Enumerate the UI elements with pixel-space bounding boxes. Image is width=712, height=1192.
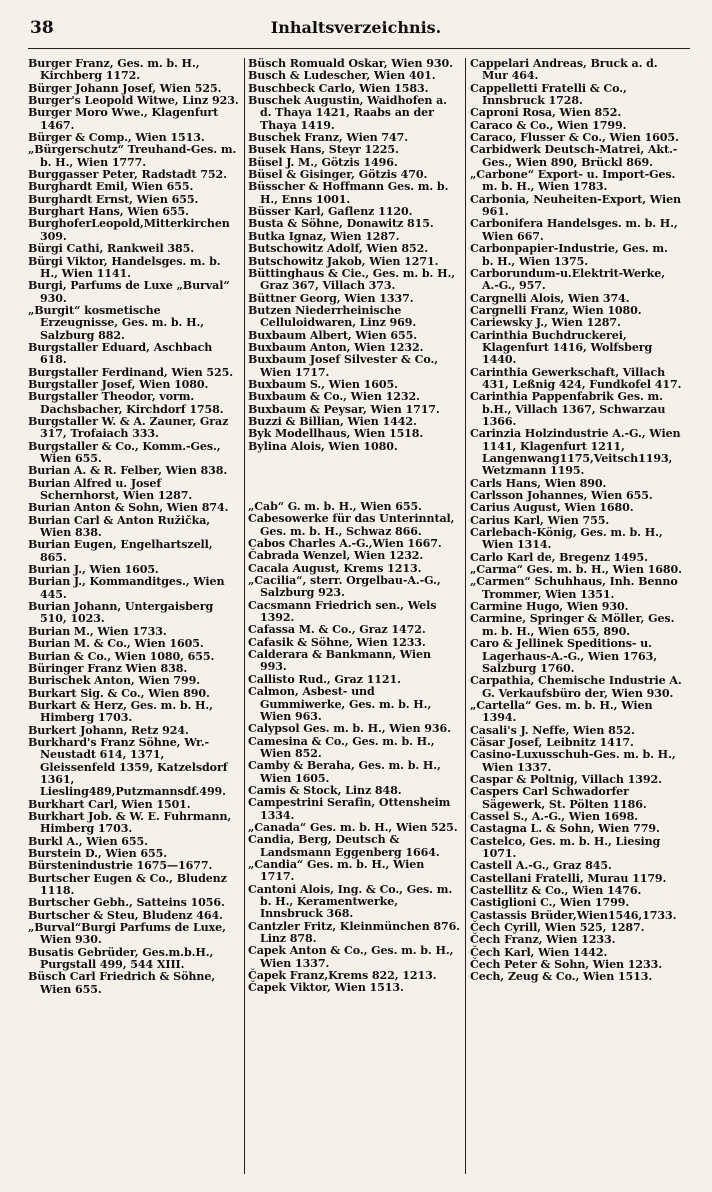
index-entry: „Cacilia“, sterr. Orgelbau-A.-G., Salzburg 923.: [248, 574, 441, 600]
index-entry: Čech Cyrill, Wien 525, 1287.: [470, 921, 645, 935]
index-entry: Cacsmann Friedrich sen., Wels 1392.: [248, 598, 437, 625]
index-entry: Burgstaller Josef, Wien 1080.: [28, 377, 209, 391]
index-entry: Burkhart Job. & W. E. Fuhrmann, Himberg 1703.: [28, 809, 232, 836]
index-entry: Castellitz & Co., Wien 1476.: [470, 884, 642, 898]
header-rule: [28, 48, 690, 49]
index-entry: Caro & Jellinek Speditions- u. Lagerhaus-A.-G., Wien 1763, Salzburg 1760.: [470, 637, 658, 675]
index-entry: Cech, Zeug & Co., Wien 1513.: [470, 970, 653, 984]
index-entry: Bylina Alois, Wien 1080.: [248, 439, 398, 453]
index-entry: Burian Anton & Sohn, Wien 874.: [28, 501, 229, 515]
index-entry: Carinthia Gewerkschaft, Villach 431, Leßnig 424, Fundkofel 417.: [470, 365, 682, 391]
index-entry: Čech Peter & Sohn, Wien 1233.: [470, 958, 663, 972]
page-number: 38: [30, 18, 54, 38]
index-entry: Bürgi Cathi, Rankweil 385.: [28, 242, 195, 256]
index-entry: Čapek Viktor, Wien 1513.: [248, 981, 404, 995]
index-entry: Burkl A., Wien 655.: [28, 834, 148, 848]
index-entry: Cariewsky J., Wien 1287.: [470, 316, 621, 330]
index-entry: Burstein D., Wien 655.: [28, 847, 167, 860]
index-entry: Cäsar Josef, Leibnitz 1417.: [470, 735, 634, 749]
index-entry: Buxbaum S., Wien 1605.: [248, 377, 398, 391]
index-entry: Buzzi & Billian, Wien 1442.: [248, 414, 417, 428]
index-entry: Caspar & Poltnig, Villach 1392.: [470, 772, 662, 786]
index-entry: Burghardt Ernst, Wien 655.: [28, 192, 199, 206]
index-entry: Bürstenindustrie 1675—1677.: [28, 859, 213, 873]
index-entry: Buxbaum & Peysar, Wien 1717.: [248, 402, 440, 416]
index-entry: Büsch Romuald Oskar, Wien 930.: [248, 58, 453, 70]
index-entry: Carbonifera Handelsges. m. b. H., Wien 667.: [470, 217, 678, 243]
index-entry: Carlebach-König, Ges. m. b. H., Wien 1314.: [470, 526, 663, 552]
index-entry: Burgstaller Ferdinand, Wien 525.: [28, 365, 234, 379]
index-entry: Camby & Beraha, Ges. m. b. H., Wien 1605.: [248, 759, 441, 785]
index-entry: Buxbaum Albert, Wien 655.: [248, 328, 417, 342]
index-column-2: [248, 58, 460, 1182]
index-entry: Burghardt Emil, Wien 655.: [28, 180, 194, 194]
index-entry: „Cartella“ Ges. m. b. H., Wien 1394.: [470, 698, 653, 725]
index-entry: Buxbaum Josef Silvester & Co., Wien 1717.: [248, 353, 438, 379]
index-entry: Cassel S., A.-G., Wien 1698.: [470, 809, 638, 823]
index-entry: Busch & Ludescher, Wien 401.: [248, 69, 436, 83]
index-entry: Busta & Söhne, Donawitz 815.: [248, 217, 434, 231]
index-entry: Carinzia Holzindustrie A.-G., Wien 1141, Klagenfurt 1211, Langenwang1175,Veitsch1193, Wetzmann 1195.: [470, 427, 681, 478]
index-entry: Buschek Franz, Wien 747.: [248, 131, 409, 145]
index-entry: Cafassa M. & Co., Graz 1472.: [248, 623, 426, 637]
index-entry: Buschek Augustin, Waidhofen a. d. Thaya 1421, Raabs an der Thaya 1419.: [248, 94, 447, 132]
index-entry: Buxbaum Anton, Wien 1232.: [248, 340, 424, 354]
index-entry: Burian M., Wien 1733.: [28, 624, 167, 638]
index-entry: Burian J., Kommanditges., Wien 445.: [28, 575, 225, 601]
index-entry: „Canada“ Ges. m. b. H., Wien 525.: [248, 820, 458, 834]
index-entry: Büsch Carl Friedrich & Söhne, Wien 655.: [28, 970, 216, 996]
index-entry: Čech Karl, Wien 1442.: [470, 945, 608, 959]
index-entry: Burkhard's Franz Söhne, Wr.-Neustadt 614, 1371, Gleissenfeld 1359, Katzelsdorf 1361, Liesling489,Putzmannsdf.499.: [28, 735, 228, 799]
index-entry: Büsel & Gisinger, Götzis 470.: [248, 168, 428, 182]
index-entry: Cafasik & Söhne, Wien 1233.: [248, 635, 426, 649]
index-entry: Cargnelli Franz, Wien 1080.: [470, 303, 642, 317]
index-entry: Camis & Stock, Linz 848.: [248, 783, 402, 797]
index-entry: Bürger Johann Josef, Wien 525.: [28, 81, 222, 95]
index-entry: Čech Franz, Wien 1233.: [470, 933, 616, 947]
index-entry: Burgstaller Eduard, Aschbach 618.: [28, 340, 213, 367]
index-entry: Carls Hans, Wien 890.: [470, 476, 607, 490]
index-entry: BurghoferLeopold,Mitterkirchen 309.: [28, 217, 230, 243]
index-entry: Büringer Franz Wien 838.: [28, 661, 188, 675]
index-entry: Cappelari Andreas, Bruck a. d. Mur 464.: [470, 58, 658, 83]
index-entry: Cabesowerke für das Unterinntal, Ges. m. b. H., Schwaz 866.: [248, 512, 455, 538]
section-gap: [248, 469, 460, 485]
page-title: Inhaltsverzeichnis.: [270, 18, 442, 37]
index-entry: Burtscher Gebh., Satteins 1056.: [28, 896, 225, 910]
index-entry: Burian J., Wien 1605.: [28, 563, 159, 577]
index-entry: „Candia“ Ges. m. b. H., Wien 1717.: [248, 857, 425, 884]
index-entry: Cantoni Alois, Ing. & Co., Ges. m. b. H., Keramentwerke, Innsbruck 368.: [248, 882, 453, 921]
index-entry: Carbonia, Neuheiten-Export, Wien 961.: [470, 192, 681, 219]
index-entry: Bürger & Comp., Wien 1513.: [28, 131, 205, 145]
index-entry: Carinthia Pappenfabrik Ges. m. b.H., Villach 1367, Schwarzau 1366.: [470, 390, 666, 428]
index-entry: Carmine Hugo, Wien 930.: [470, 600, 629, 614]
index-entry: „Carmen“ Schuhhaus, Inh. Benno Trommer, Wien 1351.: [470, 575, 678, 601]
index-entry: Castagna L. & Sohn, Wien 779.: [470, 822, 660, 836]
index-entry: Burtscher & Steu, Bludenz 464.: [28, 908, 223, 922]
index-entry: „Bürgerschutz“ Treuhand-Ges. m. b. H., Wien 1777.: [28, 143, 237, 169]
index-entry: Büsel J. M., Götzis 1496.: [248, 155, 398, 169]
index-entry: Burggasser Peter, Radstadt 752.: [28, 168, 227, 182]
index-entry: Burian M. & Co., Wien 1605.: [28, 637, 204, 651]
index-entry: Burian & Co., Wien 1080, 655.: [28, 649, 215, 663]
index-entry: Burtscher Eugen & Co., Bludenz 1118.: [28, 871, 227, 898]
index-entry: Castell A.-G., Graz 845.: [470, 859, 612, 873]
index-entry: Cappelletti Fratelli & Co., Innsbruck 1728.: [470, 81, 627, 108]
index-entry: Callisto Rud., Graz 1121.: [248, 672, 401, 686]
index-entry: Capek Anton & Co., Ges. m. b. H., Wien 1337.: [248, 944, 454, 970]
index-entry: Burgstaller W. & A. Zauner, Graz 317, Trofaiach 333.: [28, 414, 229, 441]
index-entry: Caraco, Flusser & Co., Wien 1605.: [470, 131, 679, 145]
index-entry: Burger's Leopold Witwe, Linz 923.: [28, 94, 239, 108]
index-entry: Čabrada Wenzel, Wien 1232.: [248, 549, 424, 563]
index-entry: Castiglioni C., Wien 1799.: [470, 896, 630, 910]
index-entry: Carbonpapier-Industrie, Ges. m. b. H., Wien 1375.: [470, 242, 668, 268]
index-entry: Cabos Charles A.-G.,Wien 1667.: [248, 537, 442, 551]
index-entry: Burian Johann, Untergaisberg 510, 1023.: [28, 600, 214, 626]
index-entry: Caraco & Co., Wien 1799.: [470, 118, 627, 132]
index-entry: Büttner Georg, Wien 1337.: [248, 291, 414, 305]
index-entry: Burger Franz, Ges. m. b. H., Kirchberg 1172.: [28, 58, 200, 83]
index-entry: Burkhart Carl, Wien 1501.: [28, 797, 191, 811]
index-entry: Burgstaller & Co., Komm.-Ges., Wien 655.: [28, 439, 221, 465]
index-entry: Calderara & Bankmann, Wien 993.: [248, 648, 431, 674]
index-entry: Burgi, Parfums de Luxe „Burval“ 930.: [28, 279, 230, 305]
index-entry: Cargnelli Alois, Wien 374.: [470, 291, 630, 305]
index-entry: Burkart & Herz, Ges. m. b. H., Himberg 1703.: [28, 698, 213, 725]
index-entry: Bürgi Viktor, Handelsges. m. b. H., Wien 1141.: [28, 254, 221, 280]
index-entry: Büttinghaus & Cie., Ges. m. b. H., Graz 367, Villach 373.: [248, 266, 455, 293]
index-entry: Caproni Rosa, Wien 852.: [470, 106, 622, 120]
index-entry: Burgstaller Theodor, vorm. Dachsbacher, Kirchdorf 1758.: [28, 390, 224, 416]
index-entry: Casali's J. Neffe, Wien 852.: [470, 723, 635, 737]
index-entry: Busek Hans, Steyr 1225.: [248, 143, 399, 157]
index-entry: Calmon, Asbest- und Gummiwerke, Ges. m. b. H., Wien 963.: [248, 685, 432, 723]
index-entry: Butschowitz Jakob, Wien 1271.: [248, 254, 439, 268]
index-column-1: [28, 58, 240, 1182]
index-entry: Büsser Karl, Gaflenz 1120.: [248, 205, 413, 219]
index-entry: Caspers Carl Schwadorfer Sägewerk, St. Pölten 1186.: [470, 785, 647, 811]
index-columns: [28, 58, 692, 1182]
index-entry: Burkart Sig. & Co., Wien 890.: [28, 686, 210, 700]
index-entry: Castellani Fratelli, Murau 1179.: [470, 871, 667, 885]
index-entry: Castelco, Ges. m. b. H., Liesing 1071.: [470, 834, 661, 860]
index-entry: Carinthia Buchdruckerei, Klagenfurt 1416, Wolfsberg 1440.: [470, 328, 653, 367]
index-entry: „Carbone“ Export- u. Import-Ges. m. b. H., Wien 1783.: [470, 168, 676, 194]
index-entry: Burian Alfred u. Josef Schernhorst, Wien 1287.: [28, 476, 193, 503]
index-entry: Carius Karl, Wien 755.: [470, 513, 610, 527]
index-entry: Byk Modellhaus, Wien 1518.: [248, 427, 424, 441]
index-entry: Butzen Niederrheinische Celluloidwaren, Linz 969.: [248, 303, 417, 330]
page-header: [24, 18, 688, 44]
index-entry: Carborundum-u.Elektrit-Werke, A.-G., 957.: [470, 266, 665, 293]
index-entry: „Burval“Burgi Parfums de Luxe, Wien 930.: [28, 921, 226, 947]
index-entry: Calypsol Ges. m. b. H., Wien 936.: [248, 722, 451, 736]
index-column-3: [470, 58, 682, 1182]
index-entry: „Burgit“ kosmetische Erzeugnisse, Ges. m. b. H., Salzburg 882.: [28, 303, 204, 342]
index-entry: Castassis Brüder,Wien1546,1733.: [470, 908, 677, 922]
index-entry: Čapek Franz,Krems 822, 1213.: [248, 969, 437, 983]
index-entry: Carbidwerk Deutsch-Matrei, Akt.-Ges., Wien 890, Brückl 869.: [470, 143, 678, 169]
index-entry: Candia, Berg, Deutsch & Landsmann Eggenberg 1664.: [248, 833, 440, 859]
index-entry: Burian A. & R. Felber, Wien 838.: [28, 464, 228, 478]
index-entry: Cantzler Fritz, Kleinmünchen 876. Linz 878.: [248, 919, 460, 946]
index-entry: Burischek Anton, Wien 799.: [28, 674, 201, 688]
index-entry: Burian Carl & Anton Ružička, Wien 838.: [28, 513, 211, 540]
index-entry: Butka Ignaz, Wien 1287.: [248, 229, 400, 243]
index-entry: Busatis Gebrüder, Ges.m.b.H., Purgstall 499, 544 XIII.: [28, 945, 214, 972]
index-entry: Campestrini Serafin, Ottensheim 1334.: [248, 796, 451, 822]
index-entry: Buxbaum & Co., Wien 1232.: [248, 390, 420, 404]
index-entry: Büsscher & Hoffmann Ges. m. b. H., Enns 1001.: [248, 180, 449, 206]
index-entry: Buschbeck Carlo, Wien 1583.: [248, 81, 429, 95]
index-entry: Cacala August, Krems 1213.: [248, 561, 422, 575]
index-entry: Carmine, Springer & Möller, Ges. m. b. H., Wien 655, 890.: [470, 612, 675, 638]
index-entry: Casino-Luxusschuh-Ges. m. b. H., Wien 1337.: [470, 748, 676, 774]
index-entry: „Cab“ G. m. b. H., Wien 655.: [248, 500, 422, 513]
index-entry: Carlsson Johannes, Wien 655.: [470, 489, 653, 503]
index-entry: „Carma“ Ges. m. b. H., Wien 1680.: [470, 563, 682, 577]
index-entry: Burkert Johann, Retz 924.: [28, 723, 189, 737]
index-entry: Butschowitz Adolf, Wien 852.: [248, 242, 428, 256]
index-entry: Carius August, Wien 1680.: [470, 501, 634, 515]
index-entry: Burghart Hans, Wien 655.: [28, 205, 189, 219]
index-entry: Camesina & Co., Ges. m. b. H., Wien 852.: [248, 734, 435, 760]
index-entry: Burian Eugen, Engelhartszell, 865.: [28, 538, 213, 564]
index-entry: Burger Moro Wwe., Klagenfurt 1467.: [28, 106, 219, 132]
index-entry: Carlo Karl de, Bregenz 1495.: [470, 550, 648, 564]
index-entry: Carpathia, Chemische Industrie A. G. Verkaufsbüro der, Wien 930.: [470, 674, 682, 700]
